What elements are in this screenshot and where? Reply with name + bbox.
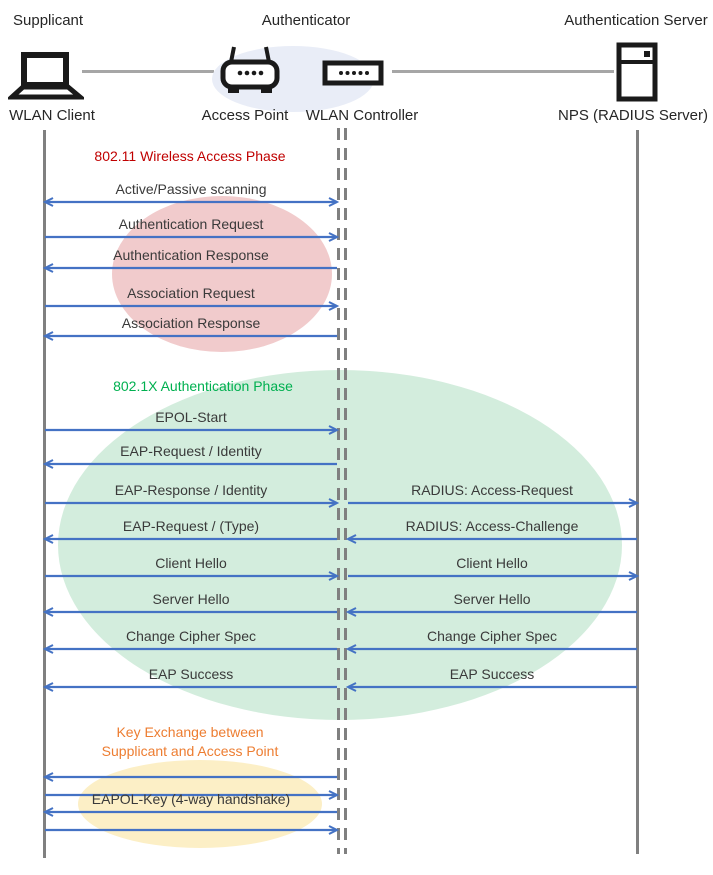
message-label: Active/Passive scanning bbox=[115, 181, 267, 197]
message-label: Association Response bbox=[121, 315, 261, 331]
message-label: Authentication Request bbox=[118, 216, 264, 232]
key-exchange-title-line1: Key Exchange between bbox=[116, 724, 264, 740]
message-label: Server Hello bbox=[453, 591, 531, 607]
wlan-client-label: WLAN Client bbox=[9, 107, 95, 124]
supplicant-role-label: Supplicant bbox=[13, 12, 84, 29]
message-label: EAP-Request / (Type) bbox=[122, 518, 260, 534]
message-label: Client Hello bbox=[456, 555, 528, 571]
message-label: Change Cipher Spec bbox=[126, 628, 256, 644]
message-label: Authentication Response bbox=[113, 247, 269, 263]
phase-802-11-title: 802.11 Wireless Access Phase bbox=[94, 148, 286, 164]
message-label: EAP Success bbox=[449, 666, 535, 682]
message-label: EAP-Request / Identity bbox=[120, 443, 262, 459]
message-label: Server Hello bbox=[152, 591, 230, 607]
access-point-label: Access Point bbox=[201, 107, 289, 124]
message-label: RADIUS: Access-Challenge bbox=[405, 518, 579, 534]
message-label: EAP Success bbox=[148, 666, 234, 682]
phase-802-1x-title: 802.1X Authentication Phase bbox=[113, 378, 293, 394]
authenticator-role-label: Authenticator bbox=[261, 12, 351, 29]
message-label: EPOL-Start bbox=[155, 409, 227, 425]
message-label: EAPOL-Key (4-way handshake) bbox=[91, 791, 291, 807]
key-exchange-title-line2: Supplicant and Access Point bbox=[101, 743, 279, 759]
nps-radius-server-label: NPS (RADIUS Server) bbox=[557, 107, 709, 124]
message-label: Association Request bbox=[127, 285, 255, 301]
key-exchange-title bbox=[102, 723, 279, 761]
wlan-controller-label: WLAN Controller bbox=[305, 107, 419, 124]
auth-server-role-label: Authentication Server bbox=[564, 12, 708, 29]
message-label: EAP-Response / Identity bbox=[114, 482, 268, 498]
message-label: RADIUS: Access-Request bbox=[411, 482, 573, 498]
message-label: Client Hello bbox=[155, 555, 227, 571]
message-label: Change Cipher Spec bbox=[427, 628, 557, 644]
